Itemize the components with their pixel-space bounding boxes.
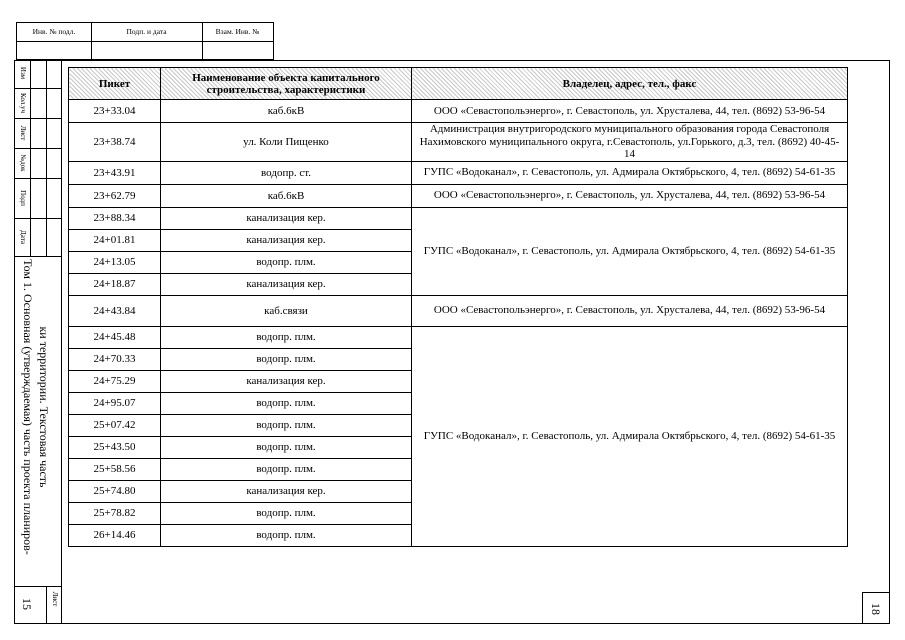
object-cell: водопр. плм. — [161, 326, 412, 348]
object-cell: канализация кер. — [161, 229, 412, 251]
table-row — [69, 295, 848, 326]
picket-cell: 23+88.34 — [69, 207, 161, 229]
picket-cell: 24+01.81 — [69, 229, 161, 251]
owner-cell: ГУПС «Водоканал», г. Севастополь, ул. Адмирала Октябрьского, 4, тел. (8692) 54-61-35 — [412, 326, 848, 546]
object-cell: водопр. плм. — [161, 348, 412, 370]
picket-cell: 25+58.56 — [69, 458, 161, 480]
side-row-line — [14, 218, 62, 219]
object-cell: каб.связи — [161, 295, 412, 326]
volume-title-line1: Том 1. Основная (утверждаемая) часть проекта планиров- — [21, 259, 35, 555]
side-title-block — [14, 60, 62, 624]
stamp-replaced-inv-label: Взам. Инв. № — [215, 27, 260, 36]
header-owner: Владелец, адрес, тел., факс — [412, 68, 848, 100]
object-cell: водопр. плм. — [161, 392, 412, 414]
table-row — [69, 161, 848, 184]
side-label-data: Дата — [19, 230, 27, 244]
object-cell: канализация кер. — [161, 370, 412, 392]
stamp-sign-date-label: Подп. и дата — [91, 23, 203, 41]
owner-cell: ГУПС «Водоканал», г. Севастополь, ул. Адмирала Октябрьского, 4, тел. (8692) 54-61-35 — [412, 207, 848, 295]
object-cell: водопр. плм. — [161, 524, 412, 546]
object-cell: водопр. плм. — [161, 502, 412, 524]
picket-cell: 26+14.46 — [69, 524, 161, 546]
owner-cell: ООО «Севастопольэнерго», г. Севастополь, ул. Хрусталева, 44, тел. (8692) 53-96-54 — [412, 100, 848, 123]
owner-cell: Администрация внутригородского муниципального образования города Севастополя Нахимовского муниципального округа, г.Севастополь, ул.Горького, д.3, тел. (8692) 40-45-14 — [412, 123, 848, 162]
page-number-box — [862, 592, 890, 624]
picket-cell: 23+43.91 — [69, 161, 161, 184]
stamp-header-row — [17, 23, 273, 42]
owner-cell: ООО «Севастопольэнерго», г. Севастополь, ул. Хрусталева, 44, тел. (8692) 53-96-54 — [412, 184, 848, 207]
picket-cell: 24+45.48 — [69, 326, 161, 348]
volume-title-line2: ки территории. Текстовая часть — [37, 326, 51, 488]
side-label-izm: Изм — [19, 66, 27, 80]
table-row — [69, 100, 848, 123]
object-cell: водопр. плм. — [161, 251, 412, 273]
object-cell: водопр. плм. — [161, 458, 412, 480]
side-row-line — [14, 178, 62, 179]
picket-cell: 24+75.29 — [69, 370, 161, 392]
sheet-number-side: 15 — [20, 598, 34, 610]
object-cell: каб.6кВ — [161, 100, 412, 123]
side-divider — [30, 60, 31, 256]
picket-cell: 24+43.84 — [69, 295, 161, 326]
table-header-row — [69, 68, 848, 100]
side-label-list: Лист — [19, 125, 27, 141]
sheet-label: Лист — [51, 591, 59, 607]
side-label-ndok: №док — [19, 154, 27, 172]
side-divider — [46, 60, 47, 256]
approval-stamp — [16, 22, 274, 60]
owner-cell: ООО «Севастопольэнерго», г. Севастополь, ул. Хрусталева, 44, тел. (8692) 53-96-54 — [412, 295, 848, 326]
picket-cell: 25+07.42 — [69, 414, 161, 436]
picket-cell: 23+33.04 — [69, 100, 161, 123]
picket-cell: 25+43.50 — [69, 436, 161, 458]
owner-cell: ГУПС «Водоканал», г. Севастополь, ул. Адмирала Октябрьского, 4, тел. (8692) 54-61-35 — [412, 161, 848, 184]
table-row — [69, 326, 848, 348]
stamp-inv-label: Инв. № подл. — [17, 23, 92, 41]
object-cell: канализация кер. — [161, 480, 412, 502]
side-divider — [46, 586, 47, 624]
picket-cell: 25+78.82 — [69, 502, 161, 524]
table-row — [69, 207, 848, 229]
side-label-podp: Подп — [19, 190, 27, 206]
object-cell: канализация кер. — [161, 273, 412, 295]
table-row — [69, 184, 848, 207]
object-cell: ул. Коли Пищенко — [161, 123, 412, 162]
object-cell: каб.6кВ — [161, 184, 412, 207]
picket-cell: 24+70.33 — [69, 348, 161, 370]
picket-cell: 24+18.87 — [69, 273, 161, 295]
table-body — [69, 100, 848, 547]
table-row — [69, 123, 848, 162]
object-cell: водопр. плм. — [161, 414, 412, 436]
side-label-kolvo: Кол.уч — [19, 93, 27, 113]
picket-cell: 24+95.07 — [69, 392, 161, 414]
picket-cell: 23+38.74 — [69, 123, 161, 162]
object-cell: водопр. плм. — [161, 436, 412, 458]
picket-cell: 25+74.80 — [69, 480, 161, 502]
object-cell: водопр. ст. — [161, 161, 412, 184]
picket-cell: 23+62.79 — [69, 184, 161, 207]
picket-cell: 24+13.05 — [69, 251, 161, 273]
stamp-divider — [202, 23, 203, 59]
object-cell: канализация кер. — [161, 207, 412, 229]
header-object: Наименование объекта капитального строительства, характеристики — [161, 68, 412, 100]
stamp-divider — [91, 23, 92, 59]
page-number: 18 — [869, 603, 883, 615]
header-picket: Пикет — [69, 68, 161, 100]
engineering-crossings-table — [68, 67, 848, 547]
